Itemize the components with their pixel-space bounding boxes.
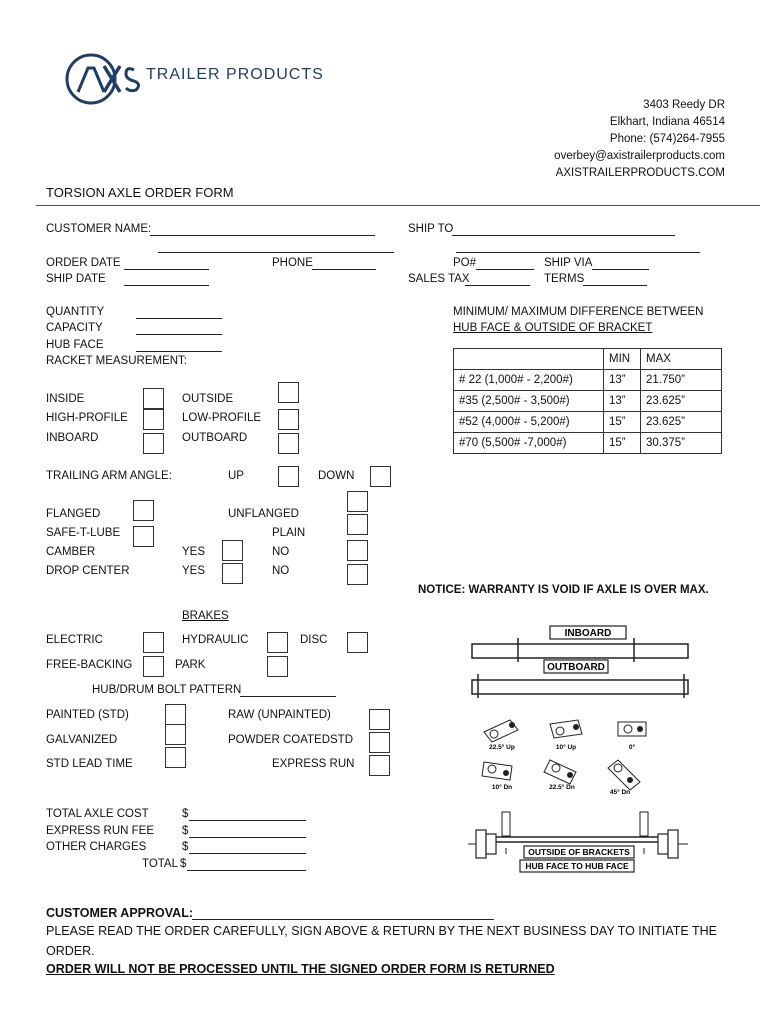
free-backing-label: FREE-BACKING [46, 659, 133, 671]
total-label: TOTAL [142, 858, 178, 870]
address-website: AXISTRAILERPRODUCTS.COM [555, 167, 725, 179]
racket-measurement-label: RACKET MEASUREMENT: [46, 355, 188, 367]
bolt-pattern-field[interactable] [240, 696, 336, 697]
angle-label: 22.5° Up [489, 744, 515, 751]
outside-label: OUTSIDE [182, 393, 234, 405]
sales-tax-label: SALES TAX [408, 273, 470, 285]
dollar-sign: $ [180, 858, 187, 870]
table-row: #70 (5,500# -7,000#) 15” 30.375” [454, 433, 722, 454]
customer-name-label: CUSTOMER NAME: [46, 223, 152, 235]
capacity-field[interactable] [136, 334, 222, 335]
up-checkbox[interactable] [278, 466, 299, 487]
brakes-heading: BRAKES [182, 610, 229, 622]
arm-10-up-icon [550, 720, 582, 738]
phone-label: PHONE [272, 257, 313, 269]
angle-label: 22.5° Dn [549, 784, 575, 791]
ship-via-field[interactable] [592, 269, 649, 270]
customer-name-field[interactable] [150, 235, 375, 236]
electric-checkbox[interactable] [143, 632, 164, 653]
inboard-diagram-label: INBOARD [564, 628, 612, 639]
disc-checkbox[interactable] [347, 632, 368, 653]
drop-center-yes-label: YES [182, 565, 206, 577]
ship-to-field-2[interactable] [456, 252, 700, 253]
inside-checkbox[interactable] [143, 388, 164, 409]
customer-signature-field[interactable] [192, 919, 494, 920]
table-row: # 22 (1,000# - 2,200#) 13” 21.750” [454, 370, 722, 391]
form-title: TORSION AXLE ORDER FORM [46, 185, 234, 200]
phone-field[interactable] [312, 269, 376, 270]
disc-label: DISC [300, 634, 328, 646]
camber-no-label: NO [272, 546, 290, 558]
bolt-pattern-label: HUB/DRUM BOLT PATTERN [92, 684, 242, 696]
company-address [554, 97, 725, 182]
arm-22-up-icon [484, 720, 518, 742]
total-field[interactable] [187, 870, 306, 871]
dollar-sign: $ [182, 808, 189, 820]
free-backing-checkbox[interactable] [143, 656, 164, 677]
unflanged-label: UNFLANGED [228, 508, 299, 520]
warranty-notice: NOTICE: WARRANTY IS VOID IF AXLE IS OVER MAX. [418, 584, 709, 596]
minmax-subheading: HUB FACE & OUTSIDE OF BRACKET [453, 322, 653, 334]
express-run-checkbox[interactable] [369, 755, 390, 776]
express-run-fee-label: EXPRESS RUN FEE [46, 825, 154, 837]
std-lead-checkbox[interactable] [165, 747, 186, 768]
express-run-fee-field[interactable] [189, 837, 306, 838]
trailing-arm-label: TRAILING ARM ANGLE: [46, 470, 172, 482]
order-date-field[interactable] [124, 269, 209, 270]
up-label: UP [228, 470, 244, 482]
arm-10-down-icon [482, 762, 512, 780]
outside-checkbox[interactable] [278, 382, 299, 403]
address-phone: Phone: (574)264-7955 [609, 133, 725, 145]
park-checkbox[interactable] [267, 656, 288, 677]
plain-label: PLAIN [272, 527, 306, 539]
hydraulic-checkbox[interactable] [267, 632, 288, 653]
table-row: #52 (4,000# - 5,200#) 15” 23.625” [454, 412, 722, 433]
axle-diagram [462, 622, 694, 882]
hydraulic-label: HYDRAULIC [182, 634, 249, 646]
logo-text: TRAILER PRODUCTS [146, 66, 324, 83]
table-header-row: MIN MAX [454, 349, 722, 370]
other-charges-field[interactable] [189, 853, 306, 854]
low-profile-label: LOW-PROFILE [182, 412, 262, 424]
safe-t-lube-checkbox[interactable] [133, 526, 154, 547]
total-axle-cost-label: TOTAL AXLE COST [46, 808, 149, 820]
galvanized-label: GALVANIZED [46, 734, 118, 746]
outboard-diagram-label: OUTBOARD [547, 662, 605, 673]
camber-no-checkbox[interactable] [347, 540, 368, 561]
down-checkbox[interactable] [370, 466, 391, 487]
arm-22-down-icon [544, 760, 576, 784]
processing-warning: ORDER WILL NOT BE PROCESSED UNTIL THE SIGNED ORDER FORM IS RETURNED [46, 962, 555, 976]
ship-to-field[interactable] [452, 235, 675, 236]
high-profile-checkbox[interactable] [143, 409, 164, 430]
std-lead-label: STD LEAD TIME [46, 758, 133, 770]
ship-date-field[interactable] [124, 285, 209, 286]
camber-yes-label: YES [182, 546, 206, 558]
terms-field[interactable] [583, 285, 647, 286]
high-profile-label: HIGH-PROFILE [46, 412, 128, 424]
table-row: #35 (2,500# - 3,500#) 13” 23.625” [454, 391, 722, 412]
powder-coated-label: POWDER COATEDSTD [228, 734, 354, 746]
minmax-table [453, 348, 722, 454]
approval-instructions-2: ORDER. [46, 944, 95, 958]
order-date-label: ORDER DATE [46, 257, 121, 269]
sales-tax-field[interactable] [465, 285, 530, 286]
camber-yes-checkbox[interactable] [222, 540, 243, 561]
total-axle-cost-field[interactable] [189, 820, 306, 821]
safe-t-lube-label: SAFE-T-LUBE [46, 527, 121, 539]
terms-label: TERMS [544, 273, 585, 285]
flanged-label: FLANGED [46, 508, 101, 520]
painted-label: PAINTED (STD) [46, 709, 129, 721]
arm-45-down-icon [608, 760, 640, 790]
dollar-sign: $ [182, 841, 189, 853]
inboard-checkbox[interactable] [143, 433, 164, 454]
po-field[interactable] [476, 269, 534, 270]
hub-face-field[interactable] [136, 351, 222, 352]
inboard-bar [472, 644, 688, 658]
powder-coated-checkbox[interactable] [369, 732, 390, 753]
raw-label: RAW (UNPAINTED) [228, 709, 331, 721]
outboard-label: OUTBOARD [182, 432, 248, 444]
ship-to-label: SHIP TO [408, 223, 454, 235]
painted-checkbox[interactable] [165, 704, 186, 725]
quantity-label: QUANTITY [46, 306, 105, 318]
dollar-sign: $ [182, 825, 189, 837]
outside-brackets-label: OUTSIDE OF BRACKETS [528, 847, 630, 857]
address-street: 3403 Reedy DR [643, 99, 725, 111]
customer-name-field-2[interactable] [158, 252, 394, 253]
customer-approval-label: CUSTOMER APPROVAL: [46, 906, 193, 920]
electric-label: ELECTRIC [46, 634, 103, 646]
raw-checkbox[interactable] [369, 709, 390, 730]
outboard-checkbox[interactable] [278, 433, 299, 454]
po-label: PO# [453, 257, 477, 269]
approval-instructions: PLEASE READ THE ORDER CAREFULLY, SIGN ABOVE & RETURN BY THE NEXT BUSINESS DAY TO INITIATE THE [46, 924, 718, 938]
hub-face-label: HUB FACE [46, 339, 104, 351]
angle-label: 45° Dn [609, 789, 631, 796]
galvanized-checkbox[interactable] [165, 724, 186, 745]
axis-logo [64, 52, 144, 108]
camber-label: CAMBER [46, 546, 96, 558]
title-divider [36, 205, 760, 206]
flanged-checkbox[interactable] [133, 500, 154, 521]
other-charges-label: OTHER CHARGES [46, 841, 147, 853]
capacity-label: CAPACITY [46, 322, 103, 334]
down-label: DOWN [318, 470, 355, 482]
low-profile-checkbox[interactable] [278, 409, 299, 430]
drop-center-label: DROP CENTER [46, 565, 130, 577]
drop-center-no-checkbox[interactable] [347, 564, 368, 585]
inboard-label: INBOARD [46, 432, 99, 444]
ship-via-label: SHIP VIA [544, 257, 593, 269]
unflanged-checkbox[interactable] [347, 491, 368, 512]
express-run-label: EXPRESS RUN [272, 758, 355, 770]
ship-date-label: SHIP DATE [46, 273, 106, 285]
drop-center-no-label: NO [272, 565, 290, 577]
drop-center-yes-checkbox[interactable] [222, 563, 243, 584]
outboard-bar [472, 680, 688, 694]
quantity-field[interactable] [136, 318, 222, 319]
address-email: overbey@axistrailerproducts.com [554, 150, 725, 162]
address-city: Elkhart, Indiana 46514 [609, 116, 725, 128]
angle-label: 10° Up [555, 744, 577, 751]
angle-label: 10° Dn [491, 784, 513, 791]
hub-face-diagram-label: HUB FACE TO HUB FACE [525, 861, 629, 871]
minmax-heading: MINIMUM/ MAXIMUM DIFFERENCE BETWEEN [453, 306, 704, 318]
arm-0-icon [618, 722, 646, 736]
angle-label: 0° [628, 744, 636, 751]
plain-checkbox[interactable] [347, 514, 368, 535]
inside-label: INSIDE [46, 393, 85, 405]
park-label: PARK [175, 659, 206, 671]
